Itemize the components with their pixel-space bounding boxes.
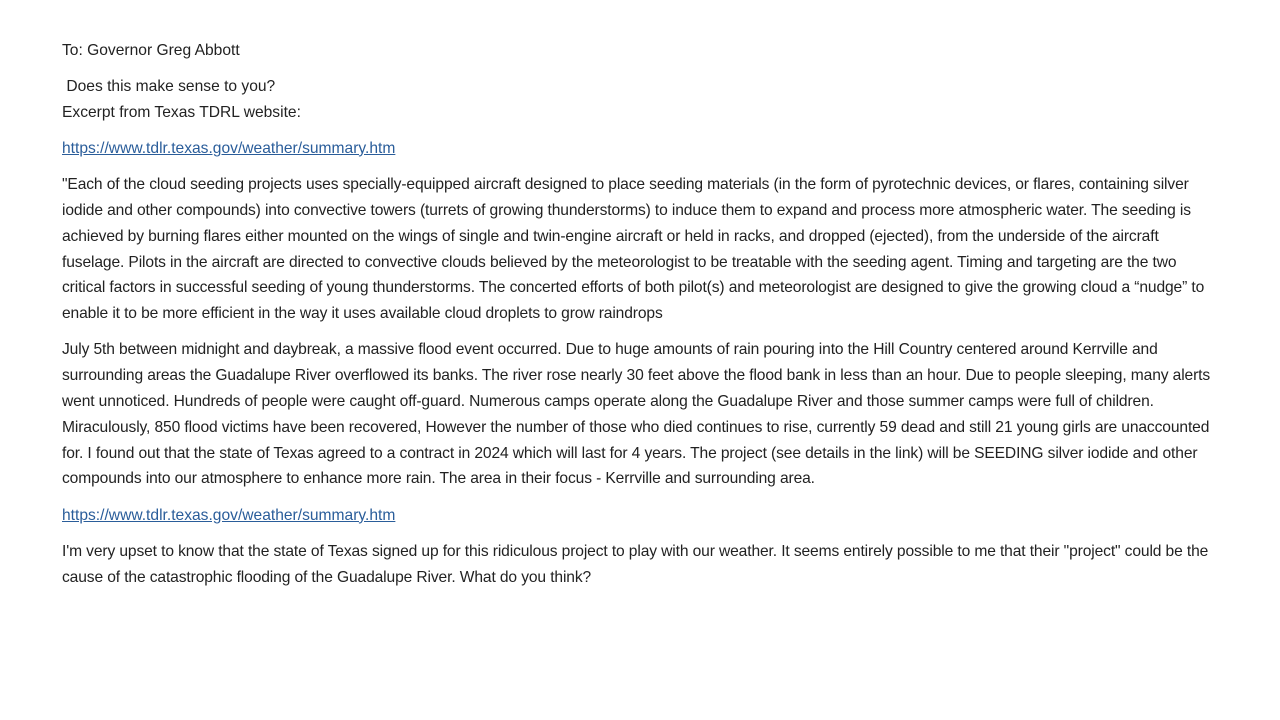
tdlr-summary-link-1[interactable]: https://www.tdlr.texas.gov/weather/summary.htm <box>62 139 396 157</box>
recipient-line: To: Governor Greg Abbott <box>62 42 240 59</box>
closing-paragraph: I'm very upset to know that the state of Texas signed up for this ridiculous project to play with our weather. It seems entirely possible to me that their "project" could be the cause of the catastrophic flooding of the Guadalupe River. What do you think? <box>62 543 1209 586</box>
link-paragraph-1 <box>62 136 1222 162</box>
quoted-excerpt: "Each of the cloud seeding projects uses specially-equipped aircraft designed to place seeding materials (in the form of pyrotechnic devices, or flares, containing silver iodide and other compounds) into convective towers (turrets of growing thunderstorms) to induce them to expand and process more atmospheric water. The seeding is achieved by burning flares either mounted on the wings of single and twin-engine aircraft or held in racks, and dropped (ejected), from the underside of the aircraft fuselage. Pilots in the aircraft are directed to convective clouds believed by the meteorologist to be treatable with the seeding agent. Timing and targeting are the two critical factors in successful seeding of young thunderstorms. The concerted efforts of both pilot(s) and meteorologist are designed to give the growing cloud a “nudge” to enable it to be more efficient in the way it uses available cloud droplets to grow raindrops <box>62 176 1205 323</box>
link-paragraph-2 <box>62 503 1222 529</box>
tdlr-summary-link-2[interactable]: https://www.tdlr.texas.gov/weather/summary.htm <box>62 506 396 524</box>
excerpt-intro: Excerpt from Texas TDRL website: <box>62 103 301 121</box>
flood-paragraph: July 5th between midnight and daybreak, a massive flood event occurred. Due to huge amounts of rain pouring into the Hill Country centered around Kerrville and surrounding areas the Guadalupe River overflowed its banks. The river rose nearly 30 feet above the flood bank in less than an hour. Due to people sleeping, many alerts went unnoticed. Hundreds of people were caught off-guard. Numerous camps operate along the Guadalupe River and those summer camps were full of children. Miraculously, 850 flood victims have been recovered, However the number of those who died continues to rise, currently 59 dead and still 21 young girls are unaccounted for. I found out that the state of Texas agreed to a contract in 2024 which will last for 4 years. The project (see details in the link) will be SEEDING silver iodide and other compounds into our atmosphere to enhance more rain. The area in their focus - Kerrville and surrounding area. <box>62 341 1211 488</box>
question-line: Does this make sense to you? <box>62 77 276 95</box>
letter-document <box>62 38 1222 591</box>
